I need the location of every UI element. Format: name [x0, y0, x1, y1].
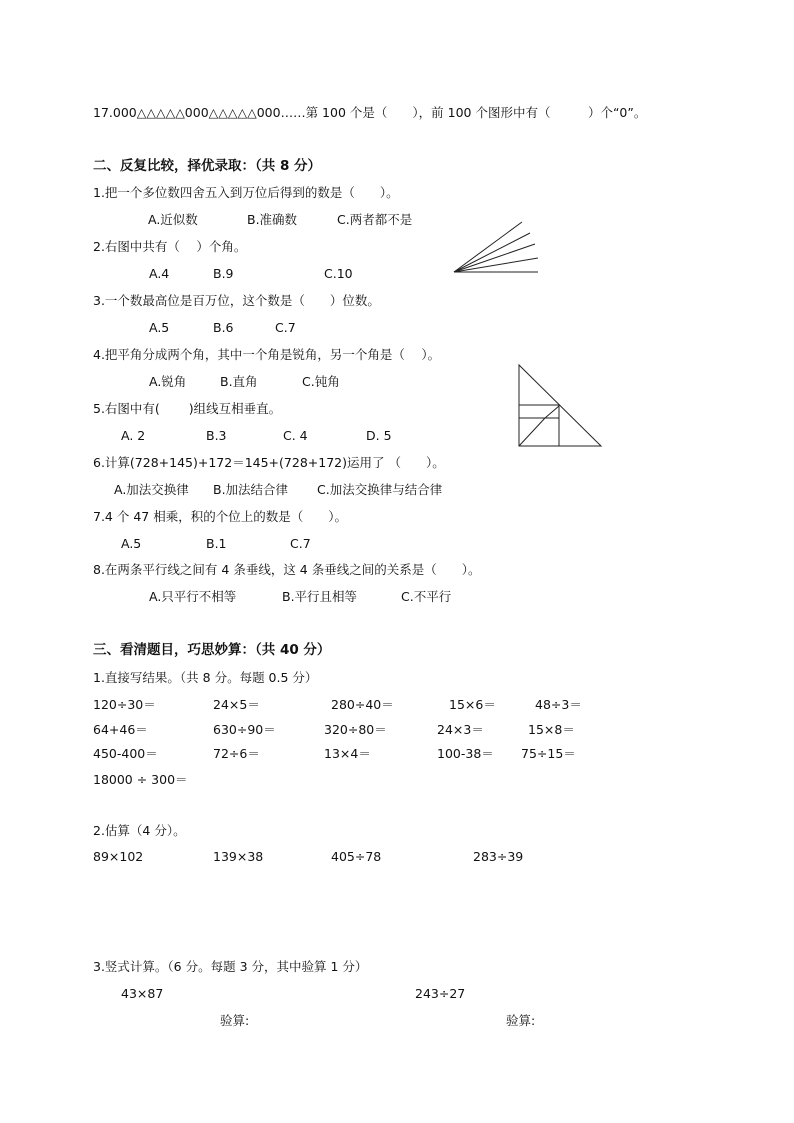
s2-q4-option-b: B.直角 — [220, 374, 258, 389]
s2-q6-option-b: B.加法结合律 — [213, 482, 289, 497]
s2-q7-stem: 7.4 个 47 相乘，积的个位上的数是（ ）。 — [93, 509, 347, 524]
s2-q7-option-c: C.7 — [290, 536, 311, 551]
s2-q3-stem: 3.一个数最高位是百万位，这个数是（ ）位数。 — [93, 293, 380, 308]
s2-q5-stem: 5.右图中有( )组线互相垂直。 — [93, 401, 282, 416]
section-3-title: 三、看清题目，巧思妙算：（共 40 分） — [93, 642, 331, 658]
s2-q5-option-c: C. 4 — [283, 428, 308, 443]
oral-calc-item: 72÷6＝ — [213, 746, 260, 761]
s2-q5-option-a: A. 2 — [121, 428, 146, 443]
s2-q7-option-a: A.5 — [121, 536, 142, 551]
estimate-item: 405÷78 — [331, 849, 382, 864]
oral-calc-item: 75÷15＝ — [521, 746, 576, 761]
s2-q4-stem: 4.把平角分成两个角，其中一个角是锐角，另一个角是（ ）。 — [93, 347, 441, 362]
section-2-title: 二、反复比较，择优录取：（共 8 分） — [93, 158, 322, 174]
s2-q3-option-c: C.7 — [275, 320, 296, 335]
s2-q4-option-c: C.钝角 — [302, 374, 340, 389]
s2-q1-stem: 1.把一个多位数四舍五入到万位后得到的数是（ ）。 — [93, 185, 399, 200]
oral-calc-item: 18000 ÷ 300＝ — [93, 772, 188, 787]
s3-p1-title: 1.直接写结果。（共 8 分。每题 0.5 分） — [93, 670, 318, 685]
oral-calc-item: 13×4＝ — [324, 746, 371, 761]
estimate-item: 283÷39 — [473, 849, 524, 864]
s2-q6-option-a: A.加法交换律 — [114, 482, 189, 497]
s2-q1-option-a: A.近似数 — [148, 212, 198, 227]
s2-q2-option-b: B.9 — [213, 266, 234, 281]
oral-calc-item: 15×8＝ — [528, 722, 575, 737]
s2-q8-option-b: B.平行且相等 — [282, 589, 358, 604]
oral-calc-item: 280÷40＝ — [331, 697, 394, 712]
s2-q8-option-a: A.只平行不相等 — [149, 589, 237, 604]
estimate-item: 139×38 — [213, 849, 264, 864]
s2-q2-option-c: C.10 — [324, 266, 353, 281]
s2-q8-option-c: C.不平行 — [401, 589, 452, 604]
oral-calc-item: 630÷90＝ — [213, 722, 276, 737]
oral-calc-item: 100-38＝ — [437, 746, 494, 761]
s3-p3-title: 3.竖式计算。（6 分。每题 3 分，其中验算 1 分） — [93, 959, 368, 974]
s2-q1-option-b: B.准确数 — [247, 212, 298, 227]
estimate-item: 89×102 — [93, 849, 144, 864]
angles-figure — [450, 215, 545, 280]
vertical-calc-item: 43×87 — [121, 986, 164, 1001]
s2-q6-stem: 6.计算(728+145)+172＝145+(728+172)运用了 （ ）。 — [93, 455, 445, 470]
triangle-figure — [515, 362, 607, 452]
s2-q8-stem: 8.在两条平行线之间有 4 条垂线，这 4 条垂线之间的关系是（ ）。 — [93, 562, 481, 577]
s2-q1-option-c: C.两者都不是 — [337, 212, 413, 227]
s3-p2-title: 2.估算（4 分）。 — [93, 823, 186, 838]
oral-calc-item: 64+46＝ — [93, 722, 148, 737]
s2-q5-option-d: D. 5 — [366, 428, 392, 443]
oral-calc-item: 48÷3＝ — [535, 697, 582, 712]
check-label: 验算: — [220, 1013, 250, 1028]
vertical-calc-item: 243÷27 — [415, 986, 466, 1001]
oral-calc-item: 120÷30＝ — [93, 697, 156, 712]
oral-calc-item: 320÷80＝ — [324, 722, 387, 737]
s2-q6-option-c: C.加法交换律与结合律 — [317, 482, 443, 497]
oral-calc-item: 24×3＝ — [437, 722, 484, 737]
oral-calc-item: 24×5＝ — [213, 697, 260, 712]
s2-q3-option-a: A.5 — [149, 320, 170, 335]
s2-q4-option-a: A.锐角 — [149, 374, 187, 389]
question-17: 17.000△△△△△000△△△△△000……第 100 个是（ ），前 100 个图形中有（ ）个“0”。 — [93, 105, 647, 120]
s2-q5-option-b: B.3 — [206, 428, 227, 443]
oral-calc-item: 15×6＝ — [449, 697, 496, 712]
oral-calc-item: 450-400＝ — [93, 746, 158, 761]
s2-q3-option-b: B.6 — [213, 320, 234, 335]
s2-q2-stem: 2.右图中共有（ ）个角。 — [93, 239, 247, 254]
s2-q7-option-b: B.1 — [206, 536, 227, 551]
s2-q2-option-a: A.4 — [149, 266, 170, 281]
check-label: 验算: — [506, 1013, 536, 1028]
